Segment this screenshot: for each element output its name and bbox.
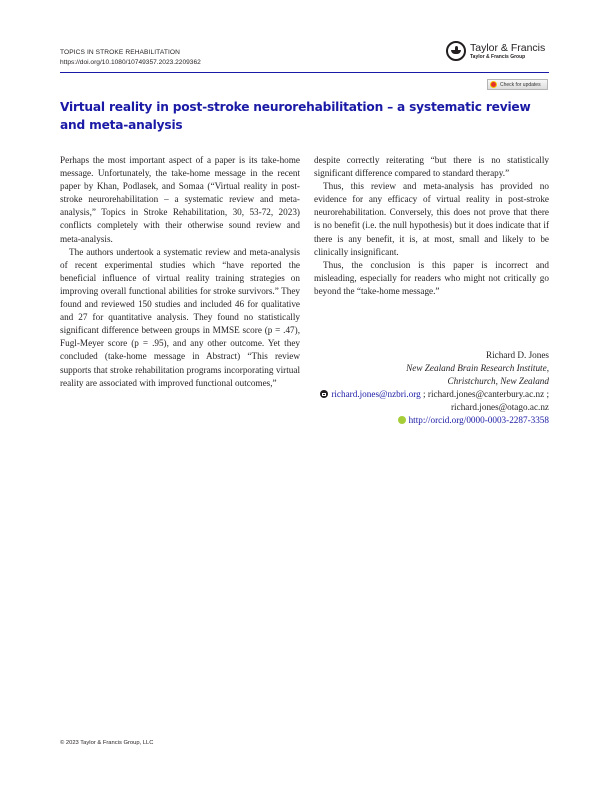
lamp-icon — [446, 41, 466, 61]
affiliation-line: New Zealand Brain Research Institute, — [406, 363, 549, 374]
orcid-block — [314, 414, 549, 427]
paragraph: Perhaps the most important aspect of a paper is its take-home message. Unfortunately, the take-home message in the recent paper by Khan, Podlasek, and Somaa (“Virtual reality in post-stroke neurorehabilitation – a systematic review and meta-analysis,” Topics in Stroke Rehabilitation, 30, 53-72, 2023) conflicts completely with their otherwise sound review and meta-analysis. — [60, 155, 300, 244]
doi-link[interactable]: https://doi.org/10.1080/10749357.2023.2209362 — [60, 59, 201, 66]
paragraph: Thus, this review and meta-analysis has provided no evidence for any efficacy of virtual reality in post-stroke neurorehabilitation. Conversely, this does not prove that there is no benefit (i.e. the null hypothesis) but it does indicate that if there is any benefit, it is, at most, small and likely to be clinically insignificant. — [314, 181, 549, 257]
other-emails: ; richard.jones@canterbury.ac.nz ; richard.jones@otago.ac.nz — [423, 389, 549, 413]
publisher-logo — [446, 41, 545, 61]
journal-name: TOPICS IN STROKE REHABILITATION — [60, 49, 180, 56]
paragraph: Thus, the conclusion is this paper is incorrect and misleading, especially for readers who might not critically go beyond the “take-home message.” — [314, 259, 549, 296]
publisher-group: Taylor & Francis Group — [470, 53, 526, 60]
article-title: Virtual reality in post-stroke neurorehabilitation – a systematic review and meta-analysis — [60, 100, 531, 132]
right-column — [314, 154, 549, 298]
mail-icon — [320, 390, 328, 398]
email-block — [314, 388, 549, 414]
copyright: © 2023 Taylor & Francis Group, LLC — [60, 740, 154, 746]
paragraph: despite correctly reiterating “but there is no statistically significant difference compared to standard therapy.” — [314, 155, 549, 179]
orcid-icon — [398, 416, 406, 424]
author-name: Richard D. Jones — [485, 350, 549, 360]
affiliation-line: Christchurch, New Zealand — [447, 376, 549, 387]
email-link[interactable]: richard.jones@nzbri.org — [331, 389, 421, 400]
check-for-updates-button[interactable] — [487, 79, 548, 90]
paragraph: The authors undertook a systematic review and meta-analysis of recent experimental studies which “have reported the beneficial influence of virtual reality training strategies on improving overall functional abilities for stroke survivors.” They found and reviewed 150 studies and included 46 for qualitative and 27 for quantitative analysis. They found no statistically significant difference between groups in MMSE score (p = .47), Fugl-Meyer score (p = .95), and any other outcome. Yet they concluded (take-home message in Abstract) “This review supports that stroke rehabilitation programs incorporating virtual reality are associated with improved functional outcomes,” — [60, 246, 300, 388]
publisher-name: Taylor & Francis — [470, 41, 546, 54]
author-signature — [314, 349, 549, 428]
left-column — [60, 154, 300, 390]
orcid-link[interactable]: http://orcid.org/0000-0003-2287-3358 — [408, 415, 549, 426]
crossmark-icon — [490, 81, 497, 88]
check-for-updates-label: Check for updates — [500, 81, 541, 88]
header-rule — [60, 72, 549, 73]
